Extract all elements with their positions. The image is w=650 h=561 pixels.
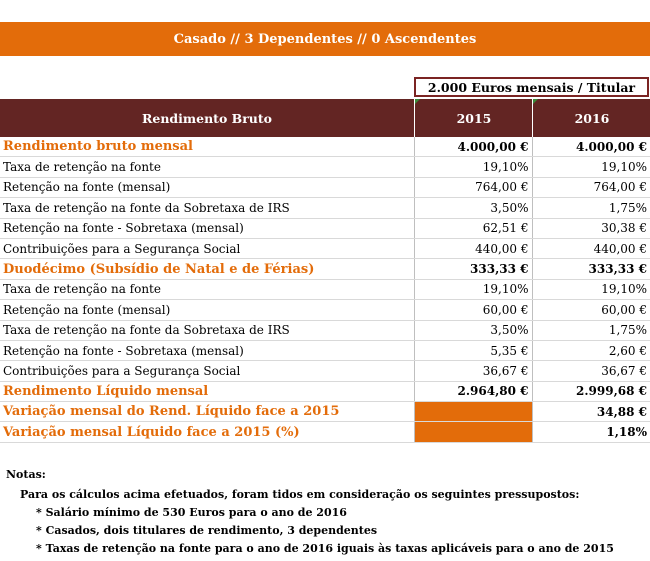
value-2015: 62,51 € — [414, 218, 532, 238]
table-row — [0, 320, 650, 340]
value-2016: 1,18% — [532, 422, 650, 442]
row-label: Retenção na fonte (mensal) — [0, 177, 414, 197]
value-2016: 1,75% — [532, 320, 650, 340]
value-2015: 19,10% — [414, 279, 532, 299]
notes-intro: Para os cálculos acima efetuados, foram tidos em consideração os seguintes pressupostos: — [20, 488, 580, 501]
value-2016: 2,60 € — [532, 340, 650, 360]
value-2015 — [414, 422, 532, 442]
value-2016: 440,00 € — [532, 238, 650, 258]
table-row — [0, 177, 650, 197]
income-table — [0, 137, 650, 443]
header-year-2016: 2016 — [532, 99, 650, 137]
row-label: Retenção na fonte - Sobretaxa (mensal) — [0, 218, 414, 238]
scenario-banner: Casado // 3 Dependentes // 0 Ascendentes — [0, 22, 650, 56]
note-bullet: * Casados, dois titulares de rendimento, 3 dependentes — [36, 524, 378, 537]
table-section-row — [0, 259, 650, 279]
header-year-2015: 2015 — [414, 99, 533, 137]
value-2016: 36,67 € — [532, 361, 650, 381]
value-2016: 30,38 € — [532, 218, 650, 238]
value-2015: 440,00 € — [414, 238, 532, 258]
value-2016: 34,88 € — [532, 402, 650, 422]
note-bullet: * Salário mínimo de 530 Euros para o ano de 2016 — [36, 506, 347, 519]
table-row — [0, 340, 650, 360]
value-2016: 2.999,68 € — [532, 381, 650, 401]
value-2015: 36,67 € — [414, 361, 532, 381]
value-2016: 19,10% — [532, 279, 650, 299]
value-2015: 3,50% — [414, 198, 532, 218]
value-2016: 333,33 € — [532, 259, 650, 279]
table-section-row — [0, 422, 650, 442]
row-label: Retenção na fonte (mensal) — [0, 300, 414, 320]
value-2016: 764,00 € — [532, 177, 650, 197]
value-2015: 764,00 € — [414, 177, 532, 197]
value-2016: 4.000,00 € — [532, 137, 650, 157]
row-label: Variação mensal Líquido face a 2015 (%) — [0, 422, 414, 442]
value-2016: 60,00 € — [532, 300, 650, 320]
value-2015: 333,33 € — [414, 259, 532, 279]
value-2015: 5,35 € — [414, 340, 532, 360]
row-label: Taxa de retenção na fonte da Sobretaxa de IRS — [0, 198, 414, 218]
row-label: Taxa de retenção na fonte — [0, 157, 414, 177]
notes-title: Notas: — [6, 468, 46, 481]
value-2015 — [414, 402, 532, 422]
row-label: Taxa de retenção na fonte — [0, 279, 414, 299]
row-label: Variação mensal do Rend. Líquido face a 2015 — [0, 402, 414, 422]
value-2015: 2.964,80 € — [414, 381, 532, 401]
value-2015: 4.000,00 € — [414, 137, 532, 157]
table-section-row — [0, 402, 650, 422]
table-row — [0, 218, 650, 238]
row-label: Retenção na fonte - Sobretaxa (mensal) — [0, 340, 414, 360]
table-row — [0, 300, 650, 320]
income-scenario-box: 2.000 Euros mensais / Titular — [414, 77, 649, 97]
row-label: Rendimento Líquido mensal — [0, 381, 414, 401]
table-row — [0, 279, 650, 299]
value-2015: 60,00 € — [414, 300, 532, 320]
table-section-row — [0, 381, 650, 401]
table-row — [0, 238, 650, 258]
cell-comment-marker — [415, 99, 420, 104]
note-bullet: * Taxas de retenção na fonte para o ano de 2016 iguais às taxas aplicáveis para o ano de 2015 — [36, 542, 614, 555]
cell-comment-marker — [533, 99, 538, 104]
table-row — [0, 361, 650, 381]
value-2015: 19,10% — [414, 157, 532, 177]
value-2016: 1,75% — [532, 198, 650, 218]
table-section-row — [0, 137, 650, 157]
value-2015: 3,50% — [414, 320, 532, 340]
table-header — [0, 99, 650, 137]
row-label: Contribuições para a Segurança Social — [0, 238, 414, 258]
value-2016: 19,10% — [532, 157, 650, 177]
row-label: Taxa de retenção na fonte da Sobretaxa de IRS — [0, 320, 414, 340]
row-label: Rendimento bruto mensal — [0, 137, 414, 157]
header-label: Rendimento Bruto — [142, 110, 272, 126]
table-row — [0, 198, 650, 218]
table-row — [0, 157, 650, 177]
row-label: Contribuições para a Segurança Social — [0, 361, 414, 381]
row-label: Duodécimo (Subsídio de Natal e de Férias) — [0, 259, 414, 279]
